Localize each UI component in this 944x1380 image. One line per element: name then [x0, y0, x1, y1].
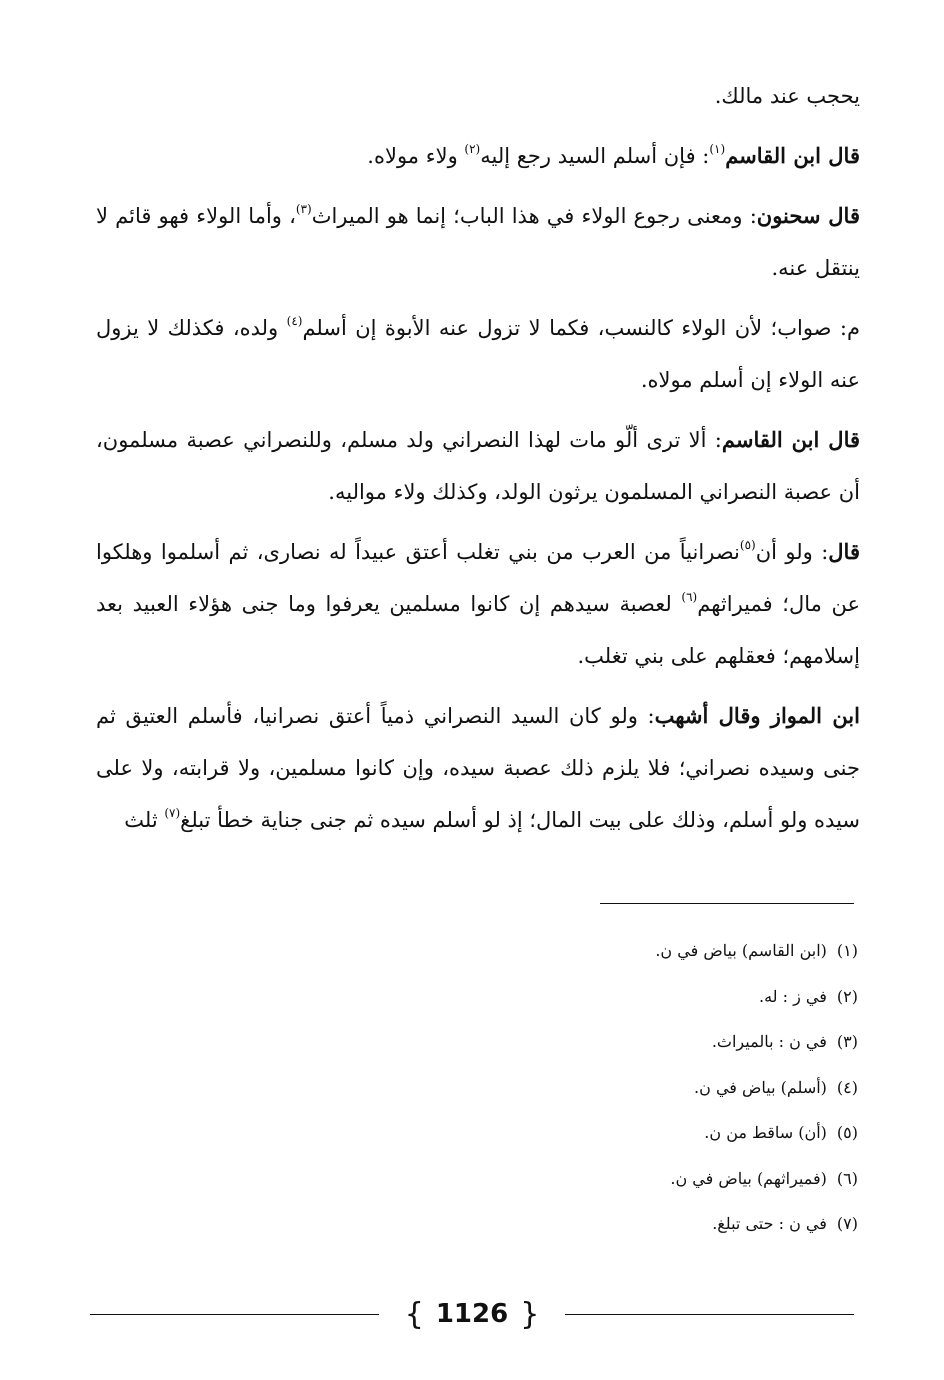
footnote-number: (١): [836, 941, 858, 960]
paragraph-text: م: صواب؛ لأن الولاء كالنسب، فكما لا تزول عنه الأبوة إن أسلم: [302, 316, 861, 340]
footer-rule-right: [90, 1314, 379, 1315]
paragraph-text: : ألا ترى ألّو مات لهذا النصراني ولد مسلم، وللنصراني عصبة مسلمون، أن عصبة النصراني المسلمون يرثون الولد، وكذلك ولاء مواليه.: [96, 428, 860, 504]
paragraph: [96, 190, 860, 294]
page-number: 1126: [435, 1299, 509, 1329]
paragraph-text: : فإن أسلم السيد رجع إليه: [480, 144, 710, 168]
footnote: [300, 1110, 858, 1156]
speaker-name: ابن المواز وقال أشهب: [654, 703, 860, 728]
footnote-marker: (٧): [164, 806, 181, 820]
footnote-number: (٥): [836, 1123, 858, 1142]
footnote-marker: (١): [709, 142, 726, 156]
paragraph-text: لعصبة سيدهم إن كانوا مسلمين يعرفوا وما جنى هؤلاء العبيد بعد إسلامهم؛ فعقلهم على بني تغلب.: [96, 592, 860, 668]
footnote: [300, 1065, 858, 1111]
footnote-text: (أن) ساقط من ن.: [704, 1123, 827, 1142]
footnote-number: (٣): [836, 1032, 858, 1051]
paragraph: [96, 690, 860, 846]
paragraph-text: ولاء مولاه.: [367, 144, 465, 168]
page-number-bracket-close: }: [520, 1296, 540, 1332]
paragraph: [96, 302, 860, 406]
paragraph: [96, 526, 860, 682]
footnote-number: (٢): [836, 986, 858, 1006]
footnote-marker: (٣): [295, 202, 312, 216]
footnote-marker: (٦): [681, 590, 698, 604]
speaker-name: قال: [828, 539, 860, 564]
footnote-marker: (٤): [286, 314, 303, 328]
footnote-number: (٤): [836, 1077, 858, 1097]
footer-rule-left: [565, 1314, 854, 1315]
paragraph: [96, 70, 860, 122]
footnote: [300, 1019, 858, 1065]
footnotes: [300, 928, 858, 1247]
footnote-separator: [600, 903, 854, 904]
paragraph-text: نصرانياً من العرب من بني تغلب أعتق عبيداً له نصارى، ثم أسلموا وهلكوا عن مال؛ فميراثهم: [96, 540, 860, 616]
page-footer: [90, 1296, 854, 1332]
page-number-box: [379, 1297, 566, 1332]
paragraph-text: : ومعنى رجوع الولاء في هذا الباب؛ إنما هو الميراث: [311, 204, 757, 228]
footnote-marker: (٥): [739, 538, 756, 552]
footnote: [300, 974, 858, 1020]
footnote-text: (فميراثهم) بياض في ن.: [670, 1168, 827, 1188]
footnote-text: في ن : حتى تبلغ.: [712, 1214, 827, 1233]
speaker-name: قال سحنون: [756, 203, 860, 228]
paragraph-text: ، وأما الولاء فهو قائم لا ينتقل عنه.: [96, 204, 860, 280]
footnote-text: (ابن القاسم) بياض في ن.: [655, 941, 827, 960]
paragraph-text: يحجب عند مالك.: [714, 84, 860, 108]
footnote: [300, 928, 858, 974]
footnote-text: في ن : بالميراث.: [711, 1032, 827, 1051]
paragraph: [96, 414, 860, 518]
footnote: [300, 1156, 858, 1202]
speaker-name: قال ابن القاسم: [725, 143, 860, 168]
paragraph-text: ولده، فكذلك لا يزول عنه الولاء إن أسلم مولاه.: [96, 316, 860, 392]
paragraph-text: : ولو أن: [755, 540, 829, 564]
main-text: [96, 70, 860, 854]
footnote-number: (٧): [836, 1214, 858, 1233]
paragraph: [96, 130, 860, 182]
footnote-marker: (٢): [464, 142, 481, 156]
speaker-name: قال ابن القاسم: [721, 427, 861, 452]
footnote: [300, 1201, 858, 1247]
footnote-text: في ز : له.: [759, 986, 827, 1006]
footnote-number: (٦): [836, 1168, 858, 1188]
footnote-text: (أسلم) بياض في ن.: [694, 1077, 827, 1097]
page-number-bracket-open: {: [404, 1296, 424, 1332]
paragraph-text: ثلث: [124, 808, 165, 832]
paragraph-text: : ولو كان السيد النصراني ذمياً أعتق نصرانيا، فأسلم العتيق ثم جنى وسيده نصراني؛ فلا يلزم ذلك عصبة سيده، وإن كانوا مسلمين، ولا قرابته، ولا على سيده ولو أسلم، وذلك على بيت المال؛ إذ لو أسلم سيده ثم جنى جناية خطأ تبلغ: [96, 704, 860, 832]
